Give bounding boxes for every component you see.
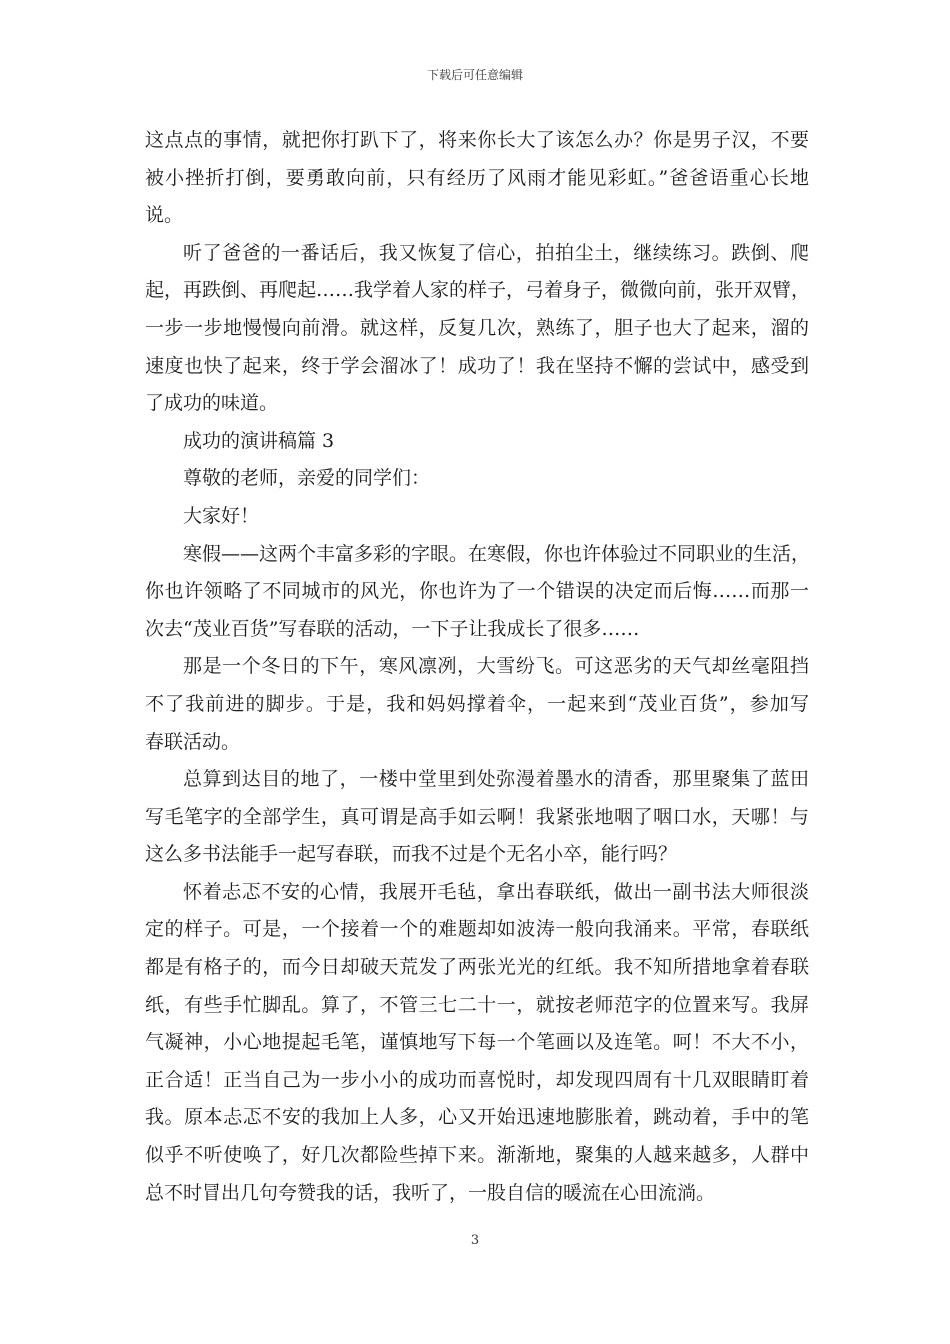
text-line: 气凝神，小心地提起毛笔，谨慎地写下每一个笔画以及连笔。呵！不大不小，: [145, 1031, 809, 1054]
page-number: 3: [470, 1233, 480, 1248]
text-line: 尊敬的老师，亲爱的同学们：: [183, 467, 431, 490]
text-line: 起，再跌倒、再爬起……我学着人家的样子，弓着身子，微微向前，张开双臂，: [145, 279, 811, 302]
text-line: 总算到达目的地了，一楼中堂里到处弥漫着墨水的清香，那里聚集了蓝田: [183, 768, 809, 791]
text-line: 次去“茂业百货”写春联的活动，一下子让我成长了很多……: [145, 617, 640, 640]
text-line: 写毛笔字的全部学生，真可谓是高手如云啊！我紧张地咽了咽口水，天哪！与: [145, 805, 809, 828]
text-line: 了成功的味道。: [145, 392, 279, 415]
text-line: 纸，有些手忙脚乱。算了，不管三七二十一，就按老师范字的位置来写。我屏: [145, 993, 809, 1016]
text-line: 你也许领略了不同城市的风光，你也许为了一个错误的决定而后悔……而那一: [145, 580, 809, 603]
text-line: 怀着忐忑不安的心情，我展开毛毡，拿出春联纸，做出一副书法大师很淡: [183, 880, 809, 903]
text-line: 听了爸爸的一番话后，我又恢复了信心，拍拍尘土，继续练习。跌倒、爬: [183, 241, 809, 264]
text-line: 寒假——这两个丰富多彩的字眼。在寒假，你也许体验过不同职业的生活，: [183, 542, 811, 565]
text-line: 正合适！正当自己为一步小小的成功而喜悦时，却发现四周有十几双眼睛盯着: [145, 1068, 809, 1091]
text-line: 成功的演讲稿篇 3: [183, 429, 335, 452]
text-line: 大家好！: [183, 504, 260, 527]
text-line: 定的样子。可是，一个接着一个的难题却如波涛一般向我涌来。平常，春联纸: [145, 918, 809, 941]
text-line: 似乎不听使唤了，好几次都险些掉下来。渐渐地，聚集的人越来越多，人群中: [145, 1144, 809, 1167]
text-line: 那是一个冬日的下午，寒风凛冽，大雪纷飞。可这恶劣的天气却丝毫阻挡: [183, 655, 809, 678]
text-line: 我。原本忐忑不安的我加上人多，心又开始迅速地膨胀着，跳动着，手中的笔: [145, 1106, 809, 1129]
text-line: 春联活动。: [145, 730, 241, 753]
page-header: 下载后可任意编辑: [426, 68, 523, 82]
text-line: 一步一步地慢慢向前滑。就这样，反复几次，熟练了，胆子也大了起来，溜的: [145, 316, 809, 339]
text-line: 总不时冒出几句夸赞我的话，我听了，一股自信的暖流在心田流淌。: [145, 1181, 716, 1204]
text-line: 速度也快了起来，终于学会溜冰了！成功了！我在坚持不懈的尝试中，感受到: [145, 354, 809, 377]
text-line: 被小挫折打倒，要勇敢向前，只有经历了风雨才能见彩虹。”爸爸语重心长地: [145, 166, 809, 189]
text-line: 说。: [145, 204, 184, 227]
document-body: [145, 122, 809, 1212]
text-line: 不了我前进的脚步。于是，我和妈妈撑着伞，一起来到“茂业百货”，参加写: [145, 692, 809, 715]
text-line: 这点点的事情，就把你打趴下了，将来你长大了该怎么办？你是男子汉，不要: [145, 129, 809, 151]
text-line: 这么多书法能手一起写春联，而我不过是个无名小卒，能行吗？: [145, 843, 678, 866]
text-line: 都是有格子的，而今日却破天荒发了两张光光的红纸。我不知所措地拿着春联: [145, 956, 809, 979]
